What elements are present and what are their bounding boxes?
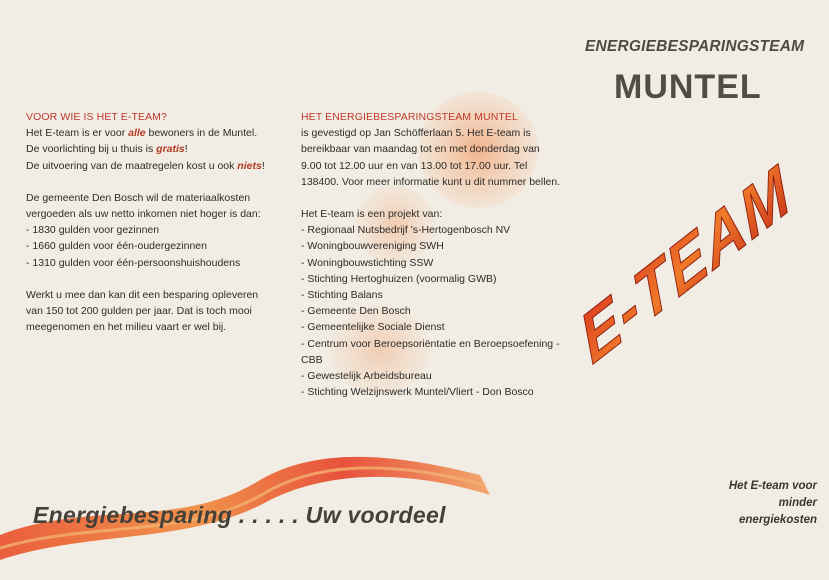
partner-item: - Gemeentelijke Sociale Dienst — [301, 321, 445, 334]
partner-item: - Woningbouwstichting SSW — [301, 256, 434, 269]
closing-text: Werkt u mee dan kan dit een besparing opleveren van 150 tot 200 gulden per jaar. Dat is toch mooi meegenomen en het milieu vaart er wel bij. — [26, 288, 259, 334]
middle-heading: HET ENERGIEBESPARINGSTEAM MUNTEL — [301, 111, 518, 123]
partner-item: - Stichting Balans — [301, 289, 383, 302]
brand-title: MUNTEL — [614, 68, 762, 106]
slogan: Energiebesparing . . . . . Uw voordeel — [33, 502, 446, 528]
partner-item: - Centrum voor Beroepsoriëntatie en Beroepsoefening - CBB — [301, 337, 560, 366]
left-heading: VOOR WIE IS HET E-TEAM? — [26, 111, 167, 123]
partner-item: - Gewestelijk Arbeidsbureau — [301, 370, 432, 383]
partner-item: - Stichting Hertoghuizen (voormalig GWB) — [301, 272, 497, 285]
intro-line-1: Het E-team is er voor alle bewoners in de Muntel. — [26, 127, 258, 140]
project-intro: Het E-team is een projekt van: — [301, 208, 443, 221]
income-limit: - 1660 gulden voor één-oudergezinnen — [26, 240, 207, 253]
partner-item: - Regionaal Nutsbedrijf 's-Hertogenbosch NV — [301, 224, 511, 237]
e-team-logo — [570, 150, 820, 390]
partner-item: - Woningbouwvereniging SWH — [301, 240, 444, 253]
partner-item: - Stichting Welzijnswerk Muntel/Vliert - Don Bosco — [301, 386, 534, 399]
brand-subtitle: ENERGIEBESPARINGSTEAM — [585, 38, 805, 55]
intro-line-3: De uitvoering van de maatregelen kost u ook niets! — [26, 159, 265, 172]
logo-text: E-TEAM — [571, 150, 800, 379]
left-column — [26, 109, 276, 335]
intro-line-2: De voorlichting bij u thuis is gratis! — [26, 143, 188, 156]
contact-info: is gevestigd op Jan Schöfferlaan 5. Het E-team is bereikbaar van maandag tot en met donderdag van 9.00 tot 12.00 uur en van 13.00 tot 17.00 uur. Tel 138400. Voor meer informatie kunt u dit nummer bellen. — [301, 127, 561, 188]
middle-column — [301, 109, 561, 400]
income-limit: - 1830 gulden voor gezinnen — [26, 224, 160, 237]
income-limit: - 1310 gulden voor één-persoonshuishoudens — [26, 256, 241, 269]
partner-item: - Gemeente Den Bosch — [301, 305, 411, 318]
tagline: Het E-team voor minder energiekosten — [728, 480, 817, 526]
subsidy-text: De gemeente Den Bosch wil de materiaalkosten vergoeden als uw netto inkomen niet hoger is dan: — [26, 191, 261, 221]
